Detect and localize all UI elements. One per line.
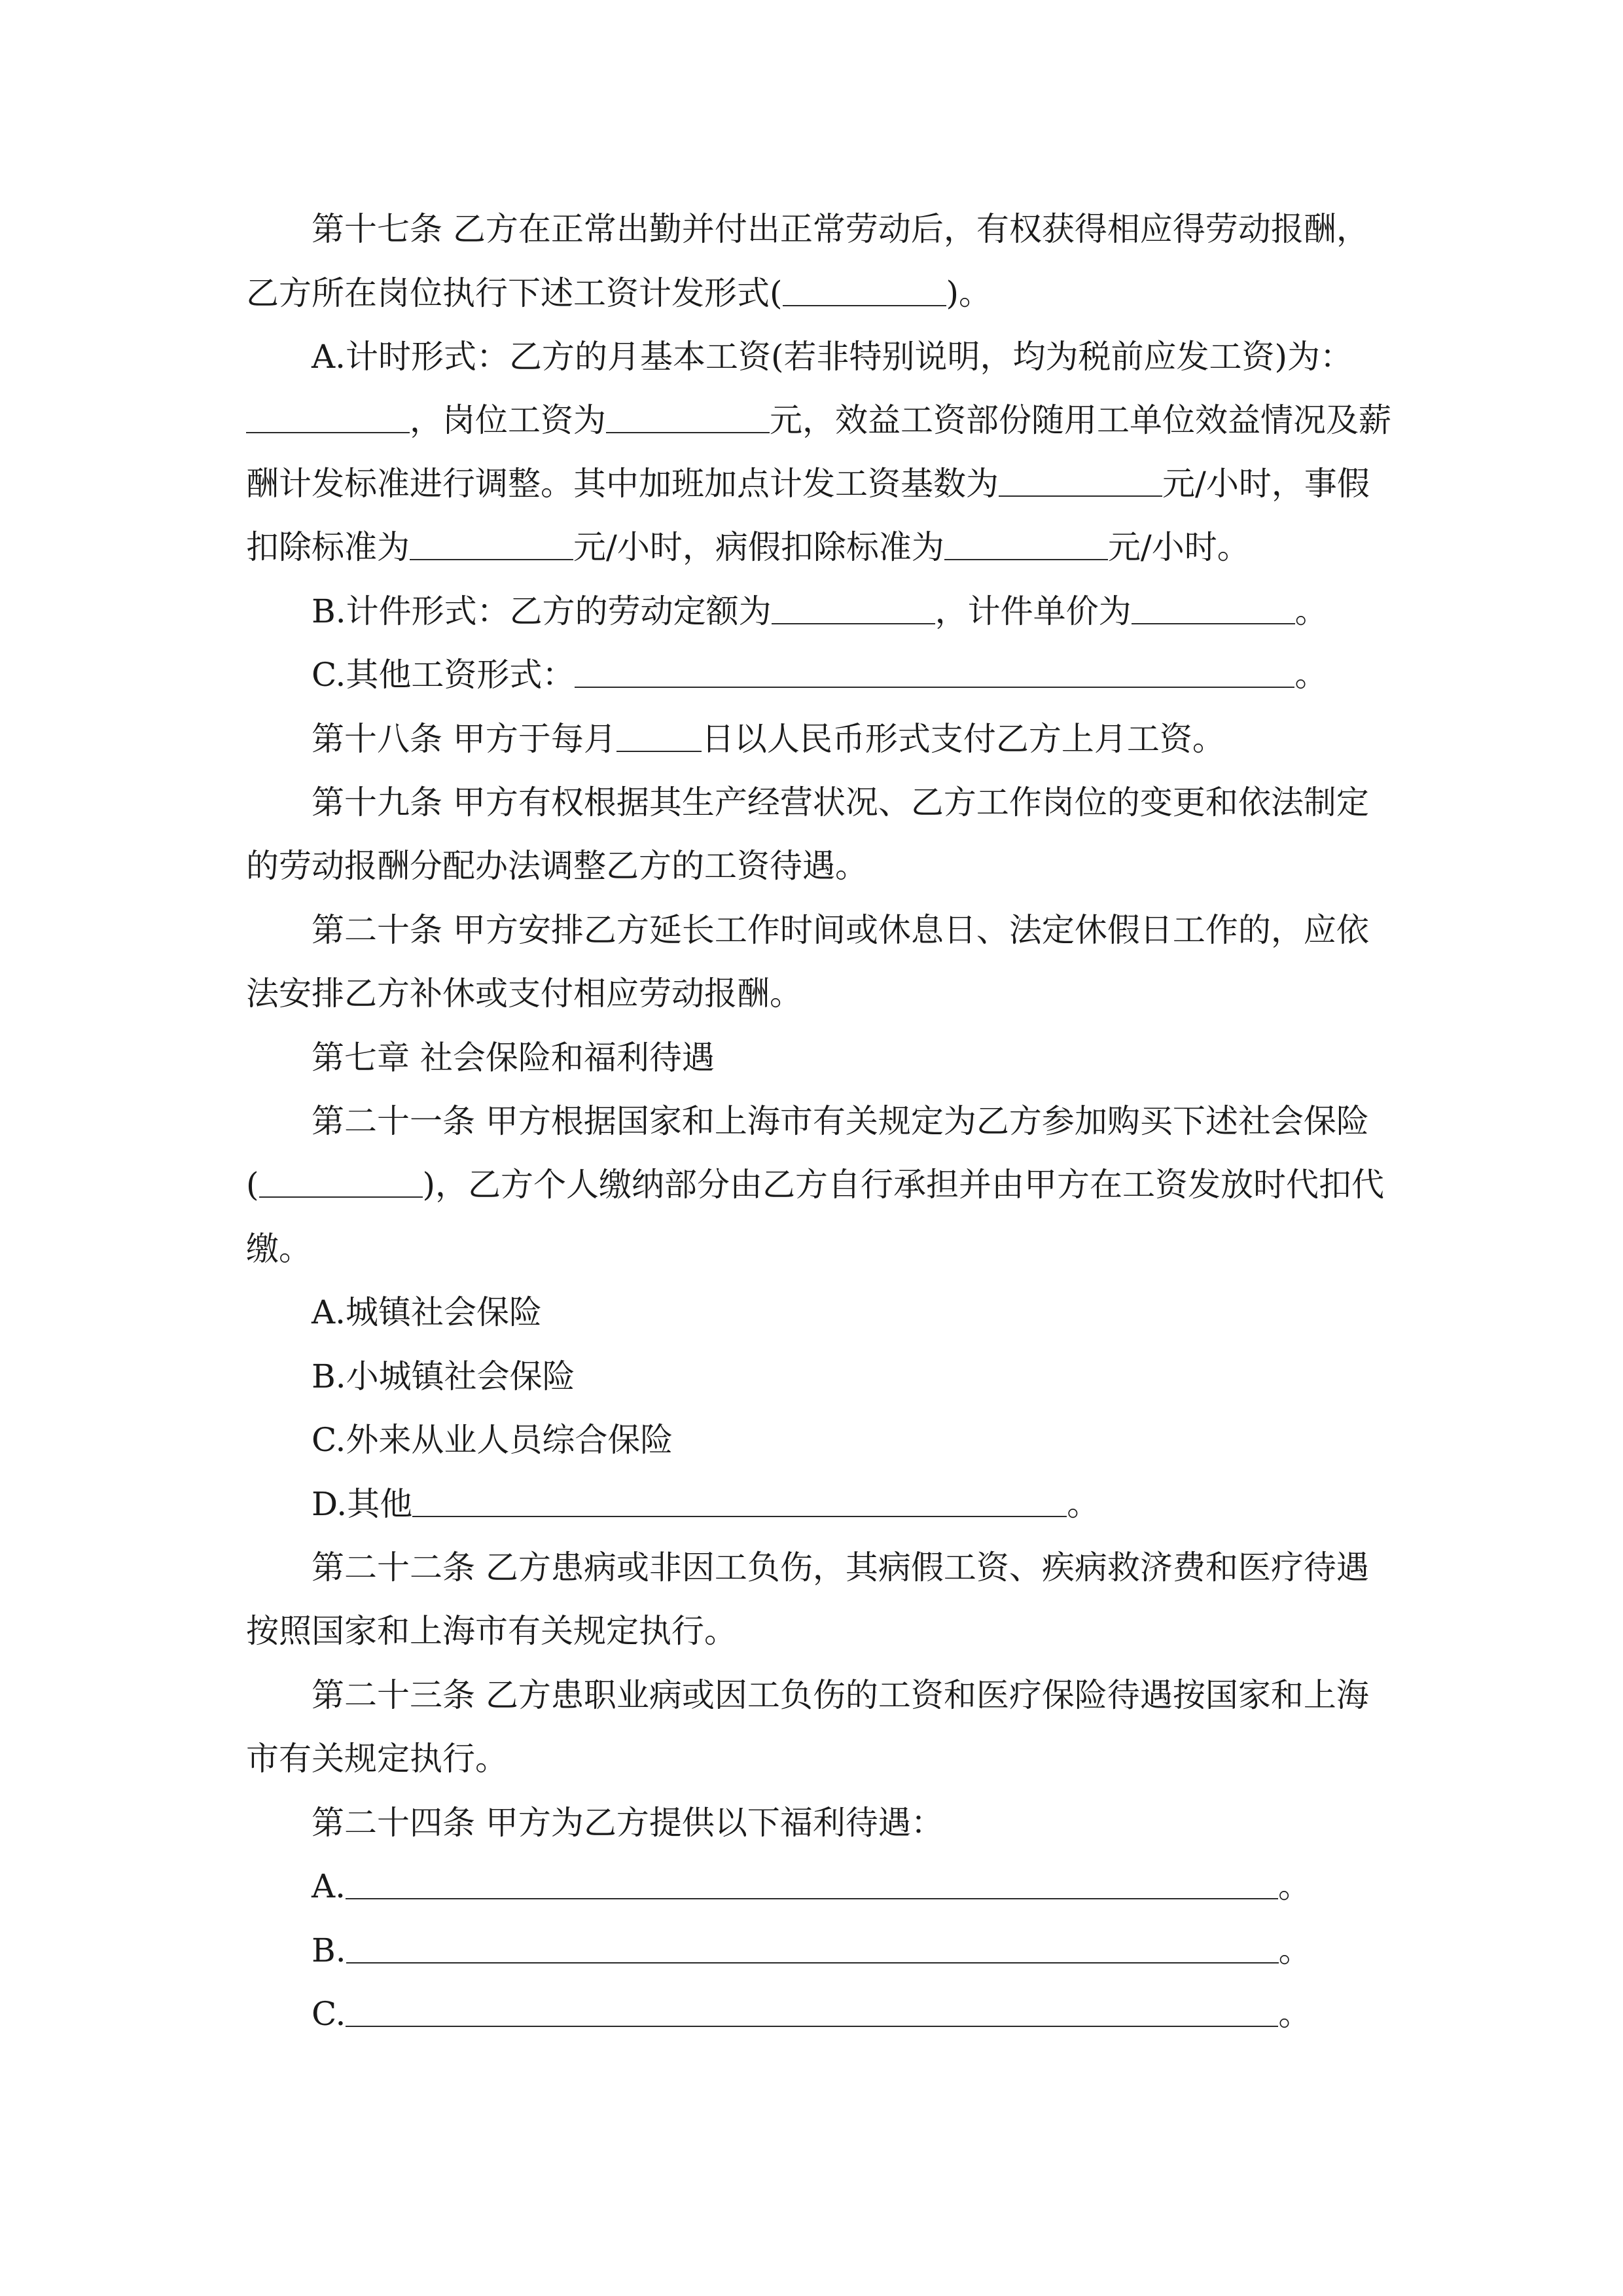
article-20-line-1: 第二十条 甲方安排乙方延长工作时间或休息日、法定休假日工作的，应依 (312, 911, 1369, 949)
benefit-item-a: A. 。 (312, 1860, 1311, 1912)
article-23-line-1: 第二十三条 乙方患职业病或因工负伤的工资和医疗保险待遇按国家和上海 (312, 1676, 1369, 1714)
article-21-line-1: 第二十一条 甲方根据国家和上海市有关规定为乙方参加购买下述社会保险 (312, 1102, 1369, 1140)
overtime-base-blank[interactable] (999, 457, 1162, 497)
personal-leave-deduction-blank[interactable] (410, 521, 573, 560)
benefit-a-blank[interactable] (346, 1860, 1278, 1899)
insurance-option-b: B.小城镇社会保险 (312, 1357, 575, 1395)
article-17-line-1: 第十七条 乙方在正常出勤并付出正常劳动后，有权获得相应得劳动报酬， (312, 210, 1369, 248)
article-23-line-2: 市有关规定执行。 (246, 1740, 508, 1778)
base-salary-blank[interactable] (246, 394, 410, 433)
article-18-line: 第十八条 甲方于每月 日以人民币形式支付乙方上月工资。 (312, 713, 1225, 765)
other-wage-form-blank[interactable] (575, 649, 1294, 688)
insurance-option-d: D.其他 。 (312, 1478, 1099, 1530)
piece-rate-blank[interactable] (1132, 585, 1295, 624)
article-19-line-1: 第十九条 甲方有权根据其生产经营状况、乙方工作岗位的变更和依法制定 (312, 783, 1369, 821)
benefit-item-b: B. 。 (312, 1924, 1311, 1977)
benefit-c-blank[interactable] (346, 1988, 1278, 2027)
article-24-line-1: 第二十四条 甲方为乙方提供以下福利待遇： (312, 1804, 944, 1842)
sick-leave-deduction-blank[interactable] (944, 521, 1108, 560)
benefit-b-blank[interactable] (346, 1924, 1279, 1964)
option-a-line-2: ，岗位工资为 元，效益工资部份随用工单位效益情况及薪 (246, 394, 1391, 446)
insurance-choice-blank[interactable] (259, 1158, 423, 1198)
post-salary-blank[interactable] (606, 394, 770, 433)
pay-day-blank[interactable] (616, 713, 702, 752)
article-20-line-2: 法安排乙方补休或支付相应劳动报酬。 (246, 975, 802, 1013)
article-21-line-2: ( )，乙方个人缴纳部分由乙方自行承担并由甲方在工资发放时代扣代 (246, 1158, 1384, 1211)
chapter-7-heading: 第七章 社会保险和福利待遇 (312, 1039, 715, 1077)
insurance-option-c: C.外来从业人员综合保险 (312, 1421, 673, 1459)
insurance-option-a: A.城镇社会保险 (312, 1293, 543, 1331)
article-22-line-1: 第二十二条 乙方患病或非因工负伤，其病假工资、疾病救济费和医疗待遇 (312, 1549, 1369, 1587)
option-c-line: C.其他工资形式： 。 (312, 649, 1327, 701)
option-a-line-3: 酬计发标准进行调整。其中加班加点计发工资基数为 元/小时，事假 (246, 457, 1370, 510)
article-21-line-3: 缴。 (246, 1230, 312, 1268)
option-a-line-4: 扣除标准为 元/小时，病假扣除标准为 元/小时。 (246, 521, 1250, 573)
labor-quota-blank[interactable] (772, 585, 935, 624)
article-19-line-2: 的劳动报酬分配办法调整乙方的工资待遇。 (246, 847, 868, 885)
article-17-line-2: 乙方所在岗位执行下述工资计发形式( )。 (246, 267, 991, 319)
option-b-line: B.计件形式：乙方的劳动定额为 ，计件单价为 。 (312, 585, 1328, 637)
wage-form-blank[interactable] (783, 267, 946, 306)
article-22-line-2: 按照国家和上海市有关规定执行。 (246, 1612, 737, 1650)
benefit-item-c: C. 。 (312, 1988, 1311, 2040)
option-a-line-1: A.计时形式：乙方的月基本工资(若非特别说明，均为税前应发工资)为： (312, 338, 1353, 376)
other-insurance-blank[interactable] (412, 1478, 1067, 1517)
